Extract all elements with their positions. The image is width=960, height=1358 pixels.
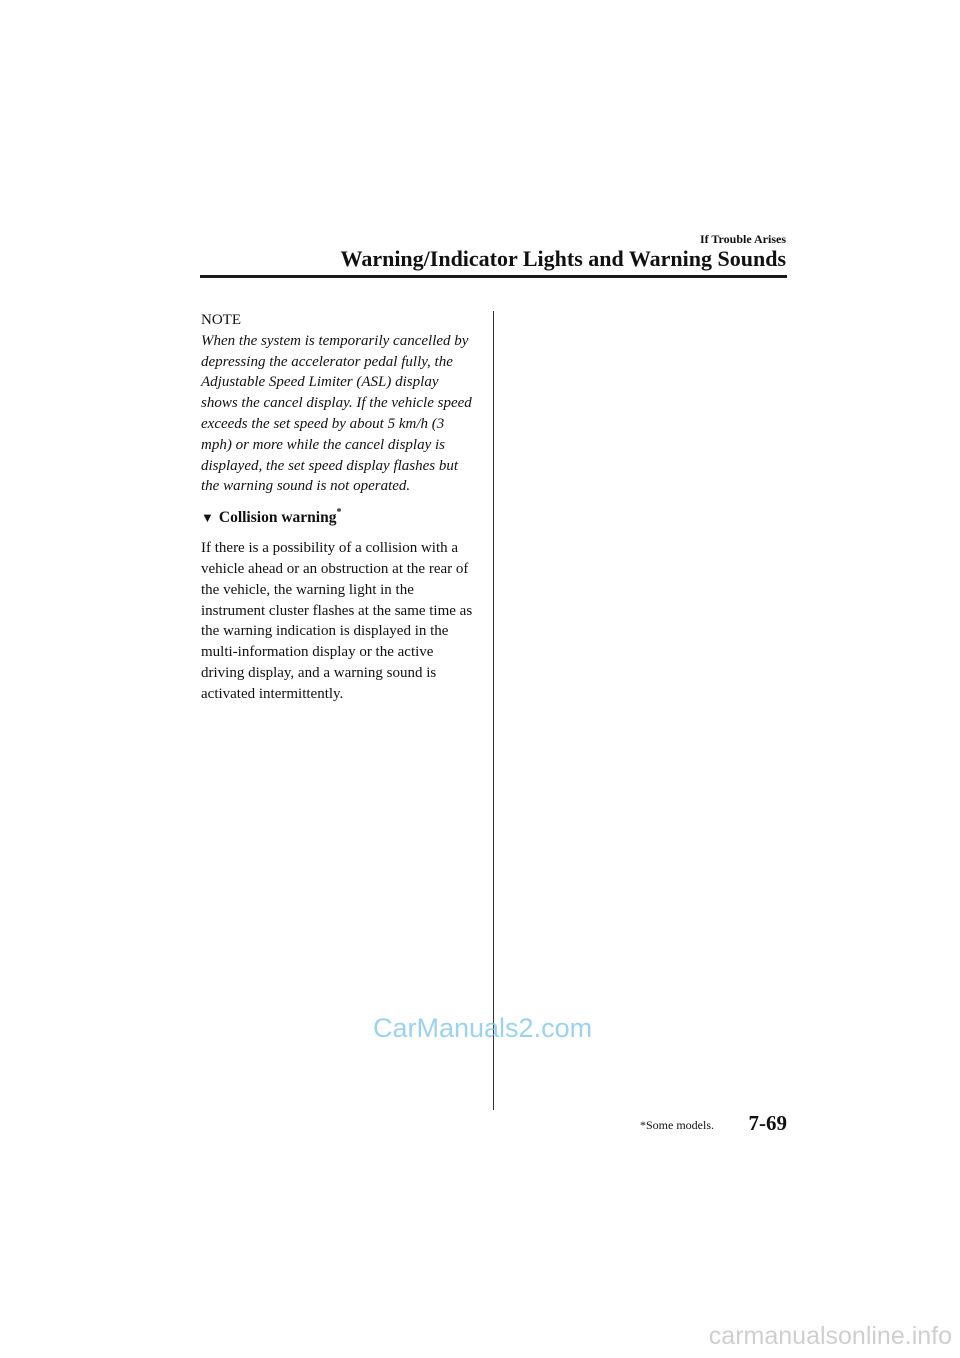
header-section-label: If Trouble Arises [699,232,786,246]
watermark-bottom: carmanualsonline.info [708,1322,952,1350]
header-rule [200,275,787,278]
page-title: Warning/Indicator Lights and Warning Sounds [340,246,786,271]
triangle-marker-icon: ▼ [201,510,214,526]
note-text: When the system is temporarily cancelled by depressing the accelerator pedal fully, the Adjustable Speed Limiter (ASL) display shows the cancel display. If the vehicle speed exceeds the set speed by about 5 km/h (3 mph) or more while the cancel display is displayed, the set speed display flashes but the warning sound is not operated. [201,332,472,495]
page-number: 7-69 [748,1111,787,1135]
section-body-text: If there is a possibility of a collision with a vehicle ahead or an obstruction at the rear of the vehicle, the warning light in the instrument cluster flashes at the same time as the warning indication is displayed in the multi-information display or the active driving display, and a warning sound is activated intermittently. [201,540,473,702]
section-heading [201,507,475,529]
note-label: NOTE [201,312,241,328]
asterisk-mark: * [336,507,342,519]
footnote: *Some models. [640,1118,714,1132]
section-heading-text: Collision warning [218,509,337,527]
watermark-center: CarManuals2.com [373,1013,593,1043]
column-divider [493,311,494,1110]
left-column [201,310,475,705]
